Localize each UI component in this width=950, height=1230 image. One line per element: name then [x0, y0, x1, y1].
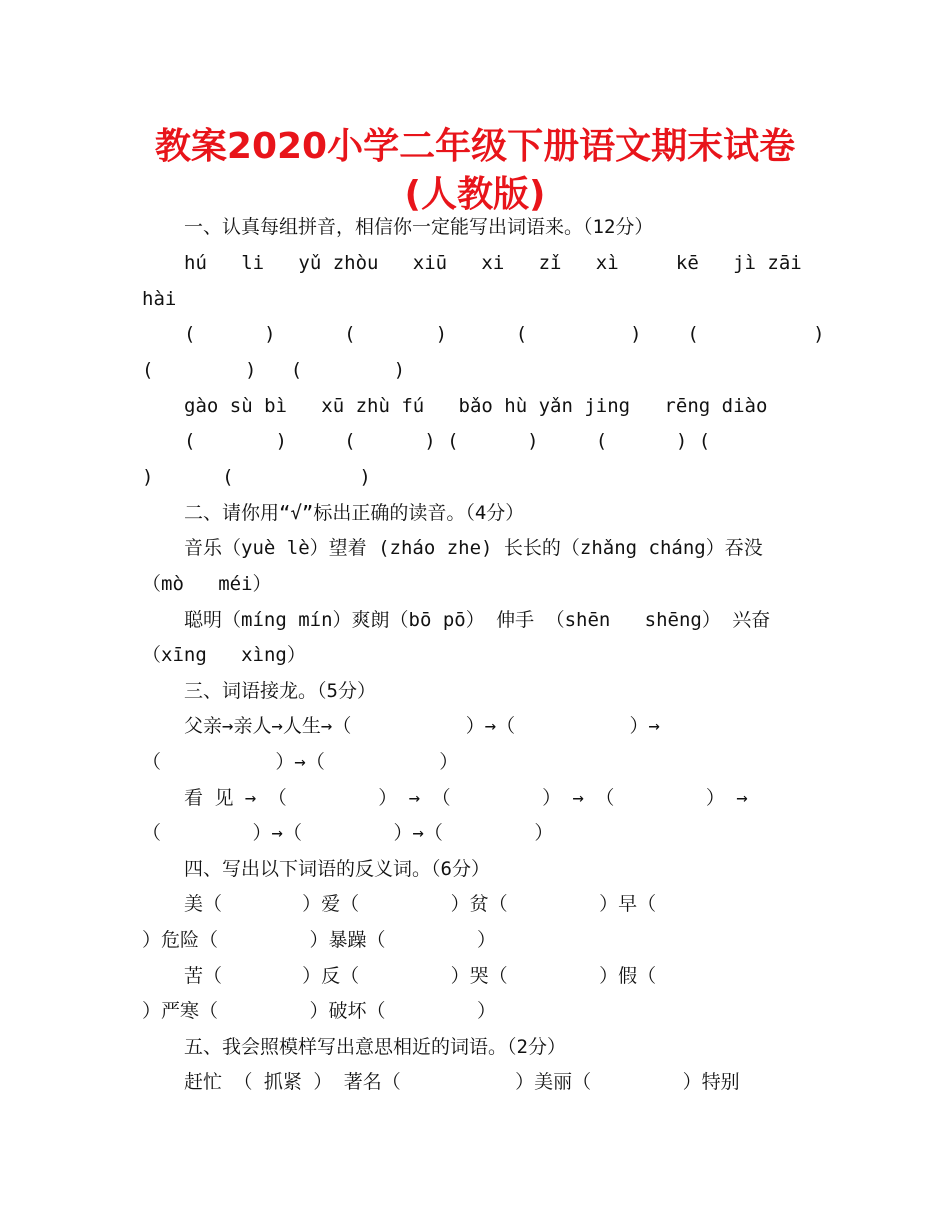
- synonym-row-1: 赶忙 （ 抓紧 ） 著名（ ）美丽（ ）特别: [184, 1071, 740, 1093]
- pinyin-row-1-wrap: hài: [142, 288, 177, 310]
- pinyin-row-1: hú li yǔ zhòu xiū xi zǐ xì kē jì zāi: [184, 252, 802, 274]
- antonym-row-2: 苦（ ）反（ ）哭（ ）假（: [184, 965, 657, 987]
- pinyin-row-2: gào sù bì xū zhù fú bǎo hù yǎn jing rēng diào: [184, 395, 768, 417]
- antonym-row-2-wrap: ）严寒（ ）破坏（ ）: [142, 1000, 497, 1022]
- exam-title-line-1: 教案2020小学二年级下册语文期末试卷: [154, 126, 796, 167]
- section-3-heading: 三、词语接龙。（5分）: [184, 680, 376, 702]
- answer-blanks-row-2: ( ) ( ) ( ) ( ) (: [184, 430, 711, 452]
- word-chain-row-1-wrap: （ ）→（ ）: [142, 751, 459, 773]
- answer-blanks-row-1-wrap: ( ) ( ): [142, 359, 406, 381]
- reading-choice-row-1-wrap: （mò méi）: [142, 573, 272, 595]
- reading-choice-row-2-wrap: （xīng xìng）: [142, 644, 306, 666]
- reading-choice-row-1: 音乐（yuè lè）望着 (zháo zhe) 长长的（zhǎng cháng）吞没: [184, 537, 763, 559]
- section-4-heading: 四、写出以下词语的反义词。（6分）: [184, 858, 490, 880]
- word-chain-row-2: 看 见 → （ ） → （ ） → （ ） →: [184, 787, 748, 809]
- exam-title-line-2: (人教版): [404, 174, 546, 215]
- antonym-row-1: 美（ ）爱（ ）贫（ ）早（: [184, 893, 657, 915]
- section-2-heading: 二、请你用“√”标出正确的读音。（4分）: [184, 502, 525, 524]
- section-5-heading: 五、我会照模样写出意思相近的词语。（2分）: [184, 1036, 566, 1058]
- word-chain-row-2-wrap: （ ）→（ ）→（ ）: [142, 822, 554, 844]
- reading-choice-row-2: 聪明（míng mín）爽朗（bō pō） 伸手 （shēn shēng） 兴奋: [184, 609, 771, 631]
- antonym-row-1-wrap: ）危险（ ）暴躁（ ）: [142, 929, 497, 951]
- answer-blanks-row-2-wrap: ) ( ): [142, 466, 371, 488]
- word-chain-row-1: 父亲→亲人→人生→（ ）→（ ）→: [184, 715, 660, 737]
- answer-blanks-row-1: ( ) ( ) ( ) ( ): [184, 323, 825, 345]
- section-1-heading: 一、认真每组拼音，相信你一定能写出词语来。（12分）: [184, 216, 654, 238]
